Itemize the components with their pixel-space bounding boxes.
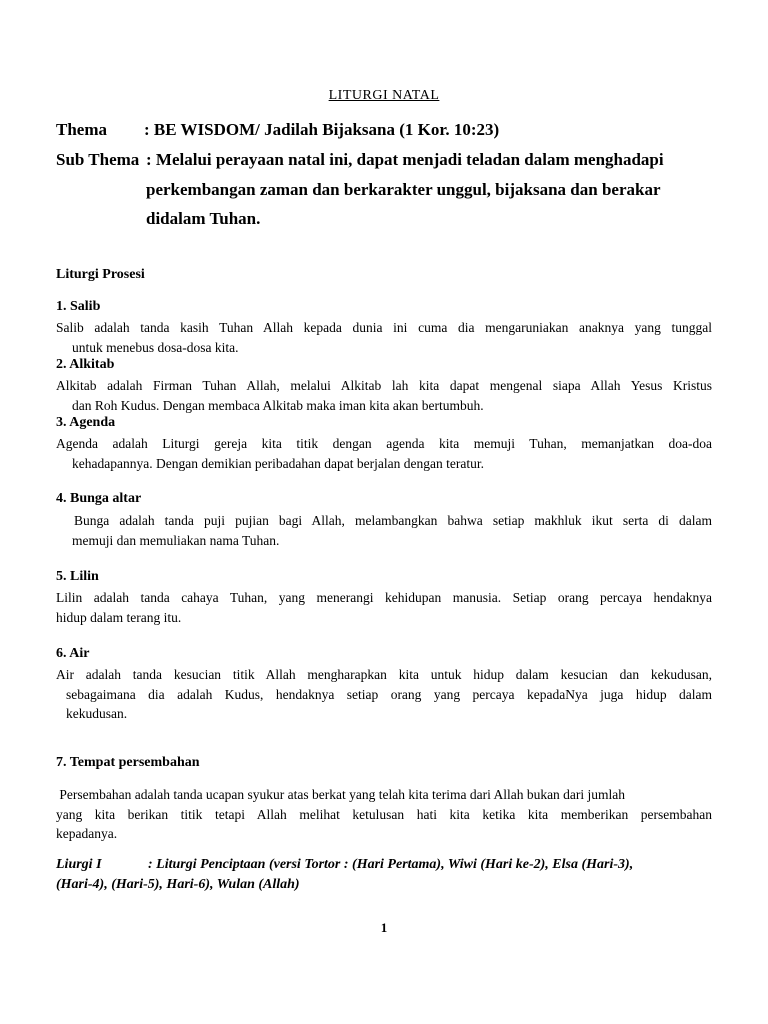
item-text-alkitab: [56, 376, 712, 415]
liturgi-1: [56, 855, 712, 895]
item-text-line: Air adalah tanda kesucian titik Allah mengharapkan kita untuk hidup dalam kesucian dan kekudusan,: [56, 667, 712, 682]
item-text-line: Bunga adalah tanda puji pujian bagi Allah, melambangkan bahwa setiap makhluk ikut serta di dalam: [74, 513, 712, 528]
item-text-line: Alkitab adalah Firman Tuhan Allah, melalui Alkitab lah kita dapat mengenal siapa Allah Yesus Kristus: [56, 378, 712, 393]
document-title: LITURGI NATAL: [328, 88, 440, 103]
item-heading-lilin: 5. Lilin: [56, 569, 99, 584]
item-heading-salib: 1. Salib: [56, 299, 101, 314]
item-text-line: dan Roh Kudus. Dengan membaca Alkitab maka iman kita akan bertumbuh.: [72, 397, 484, 413]
item-text-line: Persembahan adalah tanda ucapan syukur atas berkat yang telah kita terima dari Allah bukan dari jumlah: [56, 787, 626, 802]
item-text-line: kepadanya.: [56, 826, 118, 841]
item-text-line: hidup dalam terang itu.: [56, 609, 182, 625]
liturgi-1-line2: (Hari-4), (Hari-5), Hari-6), Wulan (Allah): [56, 877, 300, 892]
sub-thema-label: Sub Thema: [56, 150, 140, 169]
item-text-line: yang kita berikan titik tetapi Allah melihat ketulusan hati kita ketika kita memberikan persembahan: [56, 806, 712, 822]
thema-label: Thema: [56, 120, 107, 139]
thema-line: [56, 120, 499, 140]
item-text-line: kehadapannya. Dengan demikian peribadahan dapat berjalan dengan teratur.: [72, 455, 484, 471]
page-number: 1: [380, 920, 388, 935]
item-heading-tempat-persembahan: 7. Tempat persembahan: [56, 755, 200, 770]
sub-thema-line3: didalam Tuhan.: [146, 209, 261, 228]
sub-thema-line: [56, 150, 664, 170]
item-text-line: untuk menebus dosa-dosa kita.: [72, 339, 239, 355]
sub-thema-line1: : Melalui perayaan natal ini, dapat menjadi teladan dalam menghadapi: [146, 150, 664, 169]
item-text-salib: [56, 318, 712, 357]
section-title: Liturgi Prosesi: [56, 267, 145, 282]
item-text-lilin: [56, 588, 712, 627]
item-text-line: Salib adalah tanda kasih Tuhan Allah kepada dunia ini cuma dia mengaruniakan anaknya yang tunggal: [56, 320, 712, 335]
item-text-agenda: [56, 434, 712, 473]
item-heading-air: 6. Air: [56, 646, 90, 661]
item-heading-bunga-altar: 4. Bunga altar: [56, 491, 142, 506]
item-text-line: memuji dan memuliakan nama Tuhan.: [72, 532, 280, 548]
item-text-line: sebagaimana dia adalah Kudus, hendaknya setiap orang yang percaya kepadaNya juga hidup dalam: [66, 686, 712, 702]
liturgi-1-line1: : Liturgi Penciptaan (versi Tortor : (Hari Pertama), Wiwi (Hari ke-2), Elsa (Hari-3),: [148, 857, 634, 872]
item-text-line: Lilin adalah tanda cahaya Tuhan, yang menerangi kehidupan manusia. Setiap orang percaya hendaknya: [56, 590, 712, 605]
item-heading-alkitab: 2. Alkitab: [56, 357, 115, 372]
item-text-line: Agenda adalah Liturgi gereja kita titik dengan agenda kita memuji Tuhan, memanjatkan doa-doa: [56, 436, 712, 451]
item-text-bunga-altar: [56, 511, 712, 550]
item-text-tempat-persembahan: [56, 785, 712, 844]
sub-thema-line2: perkembangan zaman dan berkarakter unggul, bijaksana dan berakar: [146, 180, 661, 199]
item-text-air: [56, 665, 712, 724]
item-text-line: kekudusan.: [66, 706, 128, 721]
liturgi-1-label: Liurgi I: [56, 857, 102, 872]
item-heading-agenda: 3. Agenda: [56, 415, 116, 430]
thema-text: : BE WISDOM/ Jadilah Bijaksana (1 Kor. 10:23): [144, 120, 500, 139]
